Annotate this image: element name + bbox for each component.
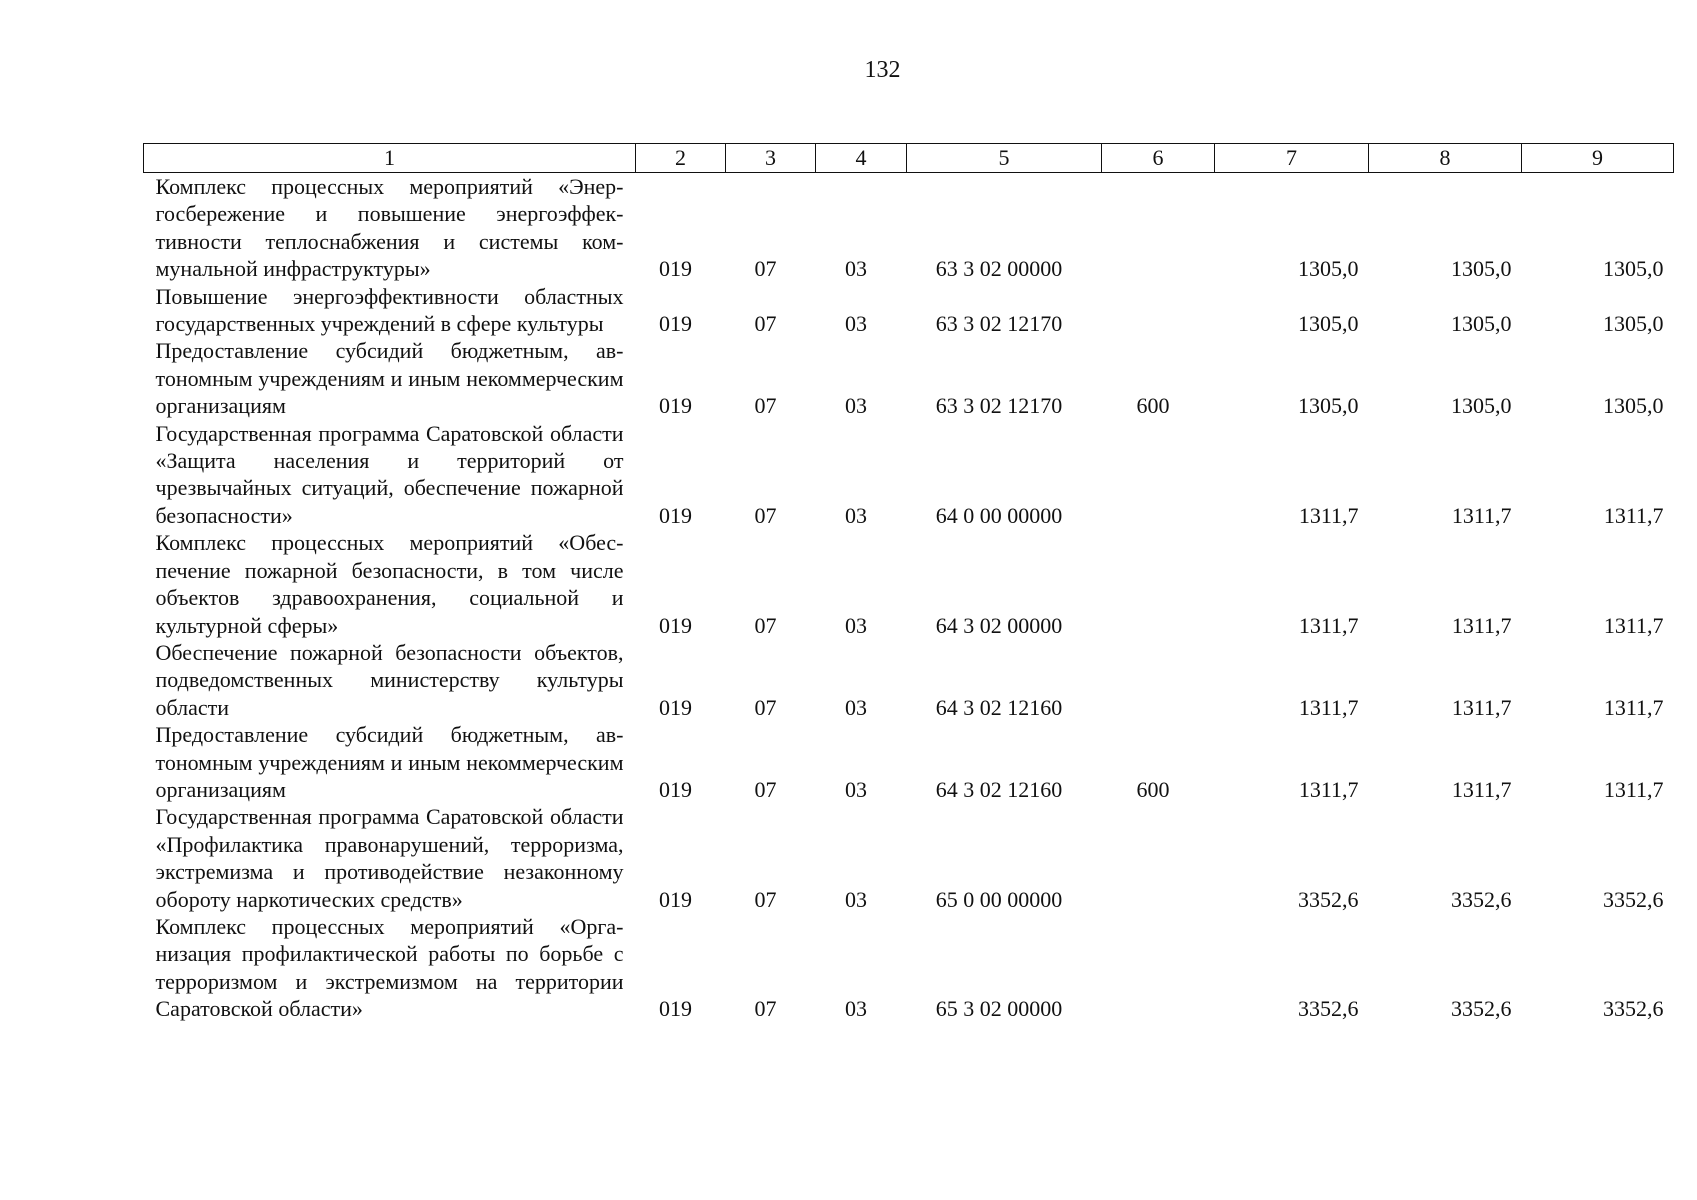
section-code: 07: [754, 996, 777, 1022]
table-row: [144, 337, 1674, 419]
row-description: Предоставление субсидий бюджетным, автономным учреждениям и иным некоммерческим организациям: [155, 338, 624, 419]
ministry-code: 019: [659, 612, 692, 638]
amount-year-2: 1311,7: [1451, 502, 1512, 528]
section-code: 07: [754, 256, 777, 282]
table-body: [144, 173, 1674, 1023]
row-description: Комплекс процессных мероприятий «Организация профилактической работы по борьбе с терроризмом и экстремизмом на территории Саратовской области»: [155, 913, 624, 1022]
table-row: [144, 420, 1674, 530]
amount-year-2: 1305,0: [1451, 311, 1512, 337]
expense-type: [1102, 529, 1215, 639]
section-code: 07: [754, 694, 777, 720]
amount-year-3: 1305,0: [1603, 256, 1664, 282]
column-header: 3: [726, 144, 816, 173]
subsection-code: 03: [845, 996, 867, 1022]
target-article: 65 0 00 00000: [935, 886, 1063, 912]
column-header: 4: [816, 144, 907, 173]
expense-type: [1102, 283, 1215, 338]
budget-table: [143, 143, 1674, 1023]
ministry-code: 019: [659, 311, 692, 337]
table-row: [144, 803, 1674, 913]
table-row: [144, 721, 1674, 803]
column-header: 9: [1522, 144, 1674, 173]
ministry-code: 019: [659, 776, 692, 802]
expense-type: [1102, 803, 1215, 913]
target-article: 65 3 02 00000: [935, 996, 1063, 1022]
expense-type: [1102, 173, 1215, 283]
section-code: 07: [754, 612, 777, 638]
amount-year-3: 1311,7: [1603, 776, 1664, 802]
ministry-code: 019: [659, 502, 692, 528]
column-header: 1: [144, 144, 636, 173]
amount-year-3: 1311,7: [1603, 694, 1664, 720]
amount-year-2: 1305,0: [1451, 256, 1512, 282]
subsection-code: 03: [845, 886, 867, 912]
amount-year-1: 3352,6: [1298, 996, 1359, 1022]
table-row: [144, 283, 1674, 338]
row-description: Предоставление субсидий бюджетным, автономным учреждениям и иным некоммерческим организациям: [155, 722, 624, 802]
ministry-code: 019: [659, 996, 692, 1022]
target-article: 64 3 02 00000: [935, 612, 1063, 638]
row-description: Обеспечение пожарной безопасности объектов, подведомственных министерству культуры области: [155, 639, 624, 720]
column-header: 7: [1215, 144, 1369, 173]
column-header: 8: [1369, 144, 1522, 173]
amount-year-3: 1311,7: [1603, 502, 1664, 528]
target-article: 64 0 00 00000: [935, 502, 1063, 528]
ministry-code: 019: [659, 694, 692, 720]
amount-year-1: 3352,6: [1298, 886, 1359, 912]
page-number: 132: [864, 57, 901, 83]
target-article: 64 3 02 12160: [935, 694, 1063, 720]
expense-type: [1102, 639, 1215, 721]
expense-type: 600: [1136, 776, 1170, 802]
section-code: 07: [754, 886, 777, 912]
amount-year-2: 1311,7: [1451, 694, 1512, 720]
column-header: 2: [636, 144, 726, 173]
amount-year-1: 1311,7: [1298, 694, 1359, 720]
row-description: Комплекс процессных мероприятий «Энергосбережение и повышение энергоэффективности теплоснабжения и системы коммунальной инфраструктуры»: [155, 174, 624, 282]
amount-year-2: 3352,6: [1451, 996, 1512, 1022]
expense-type: 600: [1136, 393, 1170, 419]
amount-year-2: 1311,7: [1451, 776, 1512, 802]
column-header: 6: [1102, 144, 1215, 173]
target-article: 63 3 02 00000: [935, 256, 1063, 282]
amount-year-1: 1305,0: [1298, 311, 1359, 337]
row-description: Государственная программа Саратовской области «Защита населения и территорий от чрезвычайных ситуаций, обеспечение пожарной безопасности»: [155, 420, 624, 528]
expense-type: [1102, 913, 1215, 1023]
target-article: 64 3 02 12160: [935, 776, 1063, 802]
table-row: [144, 173, 1674, 283]
amount-year-3: 1305,0: [1603, 393, 1664, 419]
amount-year-3: 1305,0: [1603, 311, 1664, 337]
table-row: [144, 529, 1674, 639]
amount-year-1: 1311,7: [1298, 502, 1359, 528]
amount-year-2: 3352,6: [1451, 886, 1512, 912]
amount-year-1: 1311,7: [1298, 776, 1359, 802]
subsection-code: 03: [845, 694, 867, 720]
amount-year-2: 1305,0: [1451, 393, 1512, 419]
ministry-code: 019: [659, 393, 692, 419]
amount-year-3: 1311,7: [1603, 612, 1664, 638]
amount-year-1: 1305,0: [1298, 256, 1359, 282]
table-row: [144, 913, 1674, 1023]
section-code: 07: [754, 502, 777, 528]
section-code: 07: [754, 311, 777, 337]
subsection-code: 03: [845, 256, 867, 282]
section-code: 07: [754, 393, 777, 419]
row-description: Комплекс процессных мероприятий «Обеспечение пожарной безопасности, в том числе объектов здравоохранения, социальной и культурной сферы»: [155, 530, 624, 638]
section-code: 07: [754, 776, 777, 802]
target-article: 63 3 02 12170: [935, 393, 1063, 419]
table-row: [144, 639, 1674, 721]
subsection-code: 03: [845, 393, 867, 419]
amount-year-1: 1311,7: [1298, 612, 1359, 638]
ministry-code: 019: [659, 256, 692, 282]
row-description: Государственная программа Саратовской области «Профилактика правонарушений, терроризма, экстремизма и противодействие незаконному обороту наркотических средств»: [155, 804, 624, 912]
column-header: 5: [907, 144, 1102, 173]
target-article: 63 3 02 12170: [935, 311, 1063, 337]
header-row: [144, 144, 1674, 173]
subsection-code: 03: [845, 311, 867, 337]
subsection-code: 03: [845, 612, 867, 638]
amount-year-3: 3352,6: [1603, 886, 1664, 912]
expense-type: [1102, 420, 1215, 530]
amount-year-1: 1305,0: [1298, 393, 1359, 419]
subsection-code: 03: [845, 502, 867, 528]
amount-year-2: 1311,7: [1451, 612, 1512, 638]
row-description: Повышение энергоэффективности областных государственных учреждений в сфере культуры: [155, 283, 624, 337]
amount-year-3: 3352,6: [1603, 996, 1664, 1022]
subsection-code: 03: [845, 776, 867, 802]
ministry-code: 019: [659, 886, 692, 912]
